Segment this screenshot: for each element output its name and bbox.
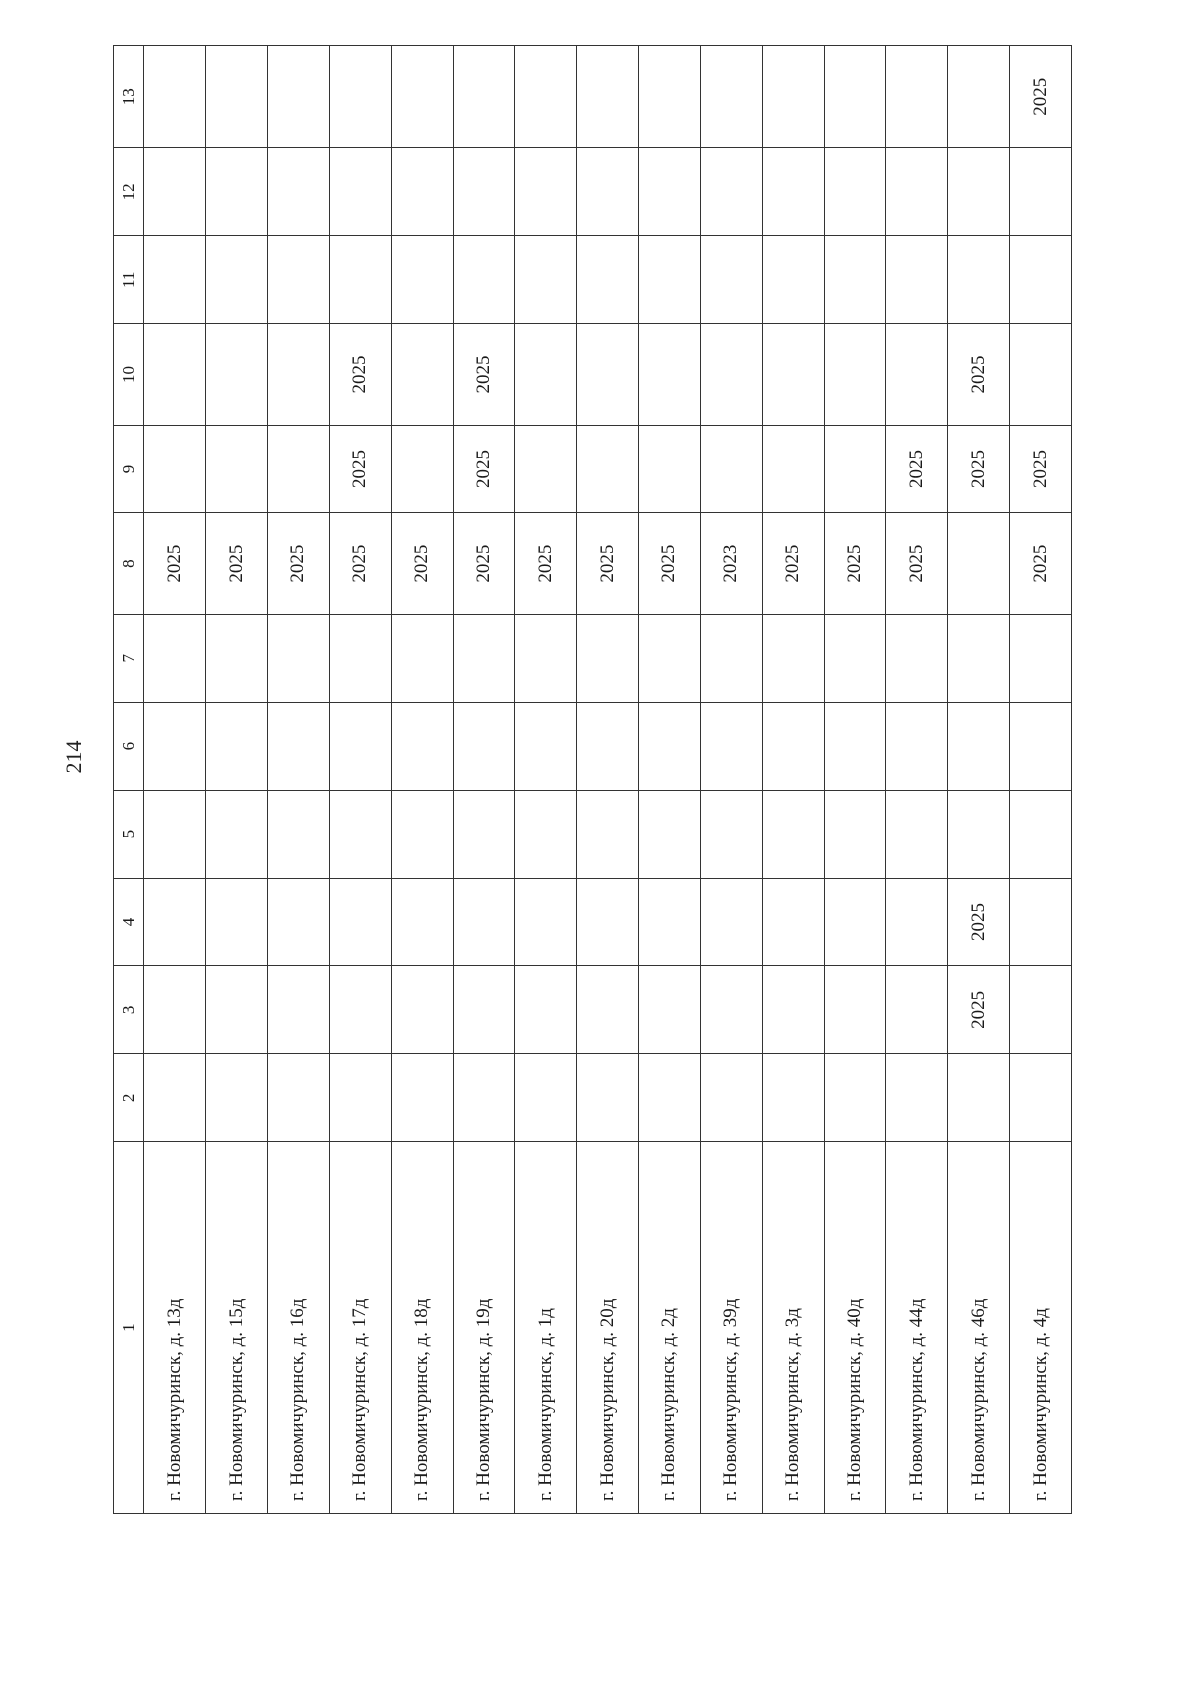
year-cell-col-4 [824, 878, 886, 966]
year-cell-col-5 [577, 790, 639, 878]
year-cell-col-3: 2025 [948, 966, 1010, 1054]
year-cell-col-5 [453, 790, 515, 878]
year-cell-col-7 [886, 614, 948, 702]
year-cell-col-5 [762, 790, 824, 878]
address-cell: г. Новомичуринск, д. 3д [762, 1142, 824, 1514]
address-cell: г. Новомичуринск, д. 39д [700, 1142, 762, 1514]
year-cell-col-3 [268, 966, 330, 1054]
address-cell: г. Новомичуринск, д. 1д [515, 1142, 577, 1514]
address-cell: г. Новомичуринск, д. 13д [144, 1142, 206, 1514]
year-cell-col-13 [639, 46, 701, 148]
year-cell-col-4 [206, 878, 268, 966]
year-cell-col-9: 2025 [948, 425, 1010, 513]
year-cell-col-8: 2025 [639, 513, 701, 614]
address-cell: г. Новомичуринск, д. 18д [391, 1142, 453, 1514]
year-cell-col-8: 2025 [1010, 513, 1072, 614]
year-cell-col-11 [391, 236, 453, 324]
column-header-13: 13 [114, 46, 144, 148]
year-cell-col-9: 2025 [1010, 425, 1072, 513]
year-cell-col-8: 2025 [329, 513, 391, 614]
year-cell-col-12 [144, 148, 206, 236]
year-cell-col-7 [144, 614, 206, 702]
year-cell-col-2 [391, 1054, 453, 1142]
data-table [113, 45, 1072, 1514]
year-cell-col-5 [515, 790, 577, 878]
year-cell-col-6 [824, 702, 886, 790]
year-cell-col-8: 2025 [886, 513, 948, 614]
column-header-10: 10 [114, 324, 144, 425]
year-cell-col-13 [329, 46, 391, 148]
address-cell: г. Новомичуринск, д. 2д [639, 1142, 701, 1514]
year-cell-col-10 [391, 324, 453, 425]
year-cell-col-7 [206, 614, 268, 702]
year-cell-col-11 [206, 236, 268, 324]
header-row [114, 46, 144, 1514]
year-cell-col-5 [329, 790, 391, 878]
year-cell-col-13 [577, 46, 639, 148]
year-cell-col-3 [700, 966, 762, 1054]
table-container [113, 45, 1072, 1514]
table-row [639, 46, 701, 1514]
year-cell-col-10 [268, 324, 330, 425]
year-cell-col-9: 2025 [453, 425, 515, 513]
year-cell-col-11 [453, 236, 515, 324]
year-cell-col-7 [762, 614, 824, 702]
year-cell-col-10 [577, 324, 639, 425]
year-cell-col-6 [515, 702, 577, 790]
year-cell-col-12 [1010, 148, 1072, 236]
address-cell: г. Новомичуринск, д. 46д [948, 1142, 1010, 1514]
year-cell-col-8: 2025 [453, 513, 515, 614]
year-cell-col-6 [700, 702, 762, 790]
year-cell-col-2 [453, 1054, 515, 1142]
table-row [515, 46, 577, 1514]
year-cell-col-12 [577, 148, 639, 236]
address-cell: г. Новомичуринск, д. 17д [329, 1142, 391, 1514]
year-cell-col-4 [886, 878, 948, 966]
year-cell-col-11 [515, 236, 577, 324]
year-cell-col-9 [144, 425, 206, 513]
year-cell-col-3 [824, 966, 886, 1054]
year-cell-col-3 [762, 966, 824, 1054]
table-row [329, 46, 391, 1514]
year-cell-col-12 [824, 148, 886, 236]
year-cell-col-6 [391, 702, 453, 790]
column-header-7: 7 [114, 614, 144, 702]
year-cell-col-10: 2025 [948, 324, 1010, 425]
year-cell-col-12 [268, 148, 330, 236]
year-cell-col-13 [700, 46, 762, 148]
column-header-1: 1 [114, 1142, 144, 1514]
table-row [206, 46, 268, 1514]
year-cell-col-4 [391, 878, 453, 966]
year-cell-col-2 [886, 1054, 948, 1142]
year-cell-col-2 [268, 1054, 330, 1142]
table-row [700, 46, 762, 1514]
column-header-11: 11 [114, 236, 144, 324]
year-cell-col-3 [206, 966, 268, 1054]
year-cell-col-9: 2025 [886, 425, 948, 513]
year-cell-col-8: 2025 [268, 513, 330, 614]
year-cell-col-2 [577, 1054, 639, 1142]
year-cell-col-8: 2025 [206, 513, 268, 614]
year-cell-col-13 [268, 46, 330, 148]
year-cell-col-3 [391, 966, 453, 1054]
year-cell-col-5 [639, 790, 701, 878]
year-cell-col-3 [453, 966, 515, 1054]
year-cell-col-7 [329, 614, 391, 702]
year-cell-col-13 [886, 46, 948, 148]
year-cell-col-13 [144, 46, 206, 148]
year-cell-col-9 [577, 425, 639, 513]
year-cell-col-10 [762, 324, 824, 425]
year-cell-col-3 [886, 966, 948, 1054]
year-cell-col-8 [948, 513, 1010, 614]
address-cell: г. Новомичуринск, д. 40д [824, 1142, 886, 1514]
year-cell-col-4 [762, 878, 824, 966]
year-cell-col-8: 2025 [144, 513, 206, 614]
year-cell-col-2 [1010, 1054, 1072, 1142]
year-cell-col-4 [329, 878, 391, 966]
year-cell-col-5 [886, 790, 948, 878]
year-cell-col-2 [206, 1054, 268, 1142]
year-cell-col-5 [948, 790, 1010, 878]
year-cell-col-2 [144, 1054, 206, 1142]
year-cell-col-6 [639, 702, 701, 790]
year-cell-col-12 [515, 148, 577, 236]
table-row [762, 46, 824, 1514]
year-cell-col-10 [886, 324, 948, 425]
year-cell-col-11 [329, 236, 391, 324]
year-cell-col-2 [329, 1054, 391, 1142]
year-cell-col-9 [824, 425, 886, 513]
column-header-8: 8 [114, 513, 144, 614]
year-cell-col-5 [144, 790, 206, 878]
year-cell-col-3 [1010, 966, 1072, 1054]
year-cell-col-12 [762, 148, 824, 236]
table-row [824, 46, 886, 1514]
column-header-6: 6 [114, 702, 144, 790]
year-cell-col-6 [1010, 702, 1072, 790]
year-cell-col-13 [206, 46, 268, 148]
year-cell-col-6 [144, 702, 206, 790]
column-header-12: 12 [114, 148, 144, 236]
year-cell-col-10 [144, 324, 206, 425]
year-cell-col-10 [700, 324, 762, 425]
year-cell-col-6 [577, 702, 639, 790]
year-cell-col-5 [824, 790, 886, 878]
year-cell-col-3 [639, 966, 701, 1054]
year-cell-col-2 [948, 1054, 1010, 1142]
year-cell-col-11 [577, 236, 639, 324]
year-cell-col-9 [639, 425, 701, 513]
year-cell-col-13 [515, 46, 577, 148]
year-cell-col-7 [268, 614, 330, 702]
year-cell-col-3 [144, 966, 206, 1054]
year-cell-col-11 [886, 236, 948, 324]
year-cell-col-6 [453, 702, 515, 790]
year-cell-col-9 [268, 425, 330, 513]
year-cell-col-4 [700, 878, 762, 966]
year-cell-col-3 [329, 966, 391, 1054]
year-cell-col-3 [515, 966, 577, 1054]
column-header-5: 5 [114, 790, 144, 878]
year-cell-col-12 [639, 148, 701, 236]
year-cell-col-9: 2025 [329, 425, 391, 513]
year-cell-col-6 [268, 702, 330, 790]
year-cell-col-2 [639, 1054, 701, 1142]
year-cell-col-8: 2025 [577, 513, 639, 614]
year-cell-col-11 [824, 236, 886, 324]
year-cell-col-12 [206, 148, 268, 236]
year-cell-col-11 [1010, 236, 1072, 324]
year-cell-col-9 [391, 425, 453, 513]
year-cell-col-2 [762, 1054, 824, 1142]
table-row [577, 46, 639, 1514]
column-header-9: 9 [114, 425, 144, 513]
year-cell-col-12 [948, 148, 1010, 236]
year-cell-col-10: 2025 [329, 324, 391, 425]
address-cell: г. Новомичуринск, д. 16д [268, 1142, 330, 1514]
year-cell-col-7 [824, 614, 886, 702]
table-row [948, 46, 1010, 1514]
year-cell-col-10 [824, 324, 886, 425]
year-cell-col-8: 2023 [700, 513, 762, 614]
year-cell-col-4 [515, 878, 577, 966]
year-cell-col-10 [515, 324, 577, 425]
table-row [144, 46, 206, 1514]
column-header-3: 3 [114, 966, 144, 1054]
year-cell-col-5 [206, 790, 268, 878]
year-cell-col-7 [639, 614, 701, 702]
year-cell-col-2 [700, 1054, 762, 1142]
year-cell-col-9 [700, 425, 762, 513]
year-cell-col-5 [268, 790, 330, 878]
year-cell-col-8: 2025 [824, 513, 886, 614]
address-cell: г. Новомичуринск, д. 44д [886, 1142, 948, 1514]
year-cell-col-8: 2025 [515, 513, 577, 614]
year-cell-col-7 [515, 614, 577, 702]
year-cell-col-11 [948, 236, 1010, 324]
year-cell-col-7 [577, 614, 639, 702]
year-cell-col-4 [453, 878, 515, 966]
year-cell-col-12 [700, 148, 762, 236]
year-cell-col-4 [268, 878, 330, 966]
year-cell-col-4 [1010, 878, 1072, 966]
year-cell-col-11 [762, 236, 824, 324]
table-row [886, 46, 948, 1514]
year-cell-col-7 [948, 614, 1010, 702]
year-cell-col-4 [144, 878, 206, 966]
year-cell-col-4 [639, 878, 701, 966]
year-cell-col-7 [391, 614, 453, 702]
year-cell-col-10 [1010, 324, 1072, 425]
address-cell: г. Новомичуринск, д. 4д [1010, 1142, 1072, 1514]
year-cell-col-12 [453, 148, 515, 236]
year-cell-col-10: 2025 [453, 324, 515, 425]
year-cell-col-11 [144, 236, 206, 324]
year-cell-col-13: 2025 [1010, 46, 1072, 148]
column-header-2: 2 [114, 1054, 144, 1142]
year-cell-col-8: 2025 [391, 513, 453, 614]
year-cell-col-11 [700, 236, 762, 324]
table-row [268, 46, 330, 1514]
year-cell-col-7 [453, 614, 515, 702]
year-cell-col-10 [206, 324, 268, 425]
year-cell-col-2 [824, 1054, 886, 1142]
year-cell-col-13 [948, 46, 1010, 148]
year-cell-col-4: 2025 [948, 878, 1010, 966]
year-cell-col-6 [329, 702, 391, 790]
page-number: 214 [61, 740, 86, 774]
year-cell-col-6 [762, 702, 824, 790]
address-cell: г. Новомичуринск, д. 19д [453, 1142, 515, 1514]
year-cell-col-13 [453, 46, 515, 148]
year-cell-col-10 [639, 324, 701, 425]
year-cell-col-5 [391, 790, 453, 878]
year-cell-col-13 [762, 46, 824, 148]
year-cell-col-12 [391, 148, 453, 236]
year-cell-col-3 [577, 966, 639, 1054]
year-cell-col-13 [391, 46, 453, 148]
year-cell-col-11 [639, 236, 701, 324]
year-cell-col-6 [886, 702, 948, 790]
year-cell-col-4 [577, 878, 639, 966]
year-cell-col-11 [268, 236, 330, 324]
table-row [453, 46, 515, 1514]
year-cell-col-9 [762, 425, 824, 513]
year-cell-col-9 [206, 425, 268, 513]
year-cell-col-8: 2025 [762, 513, 824, 614]
year-cell-col-12 [329, 148, 391, 236]
year-cell-col-9 [515, 425, 577, 513]
year-cell-col-2 [515, 1054, 577, 1142]
year-cell-col-5 [700, 790, 762, 878]
year-cell-col-7 [1010, 614, 1072, 702]
address-cell: г. Новомичуринск, д. 15д [206, 1142, 268, 1514]
year-cell-col-6 [948, 702, 1010, 790]
year-cell-col-6 [206, 702, 268, 790]
column-header-4: 4 [114, 878, 144, 966]
year-cell-col-13 [824, 46, 886, 148]
address-cell: г. Новомичуринск, д. 20д [577, 1142, 639, 1514]
year-cell-col-7 [700, 614, 762, 702]
table-row [391, 46, 453, 1514]
year-cell-col-12 [886, 148, 948, 236]
rotated-table-frame [113, 45, 1072, 1514]
table-row [1010, 46, 1072, 1514]
year-cell-col-5 [1010, 790, 1072, 878]
